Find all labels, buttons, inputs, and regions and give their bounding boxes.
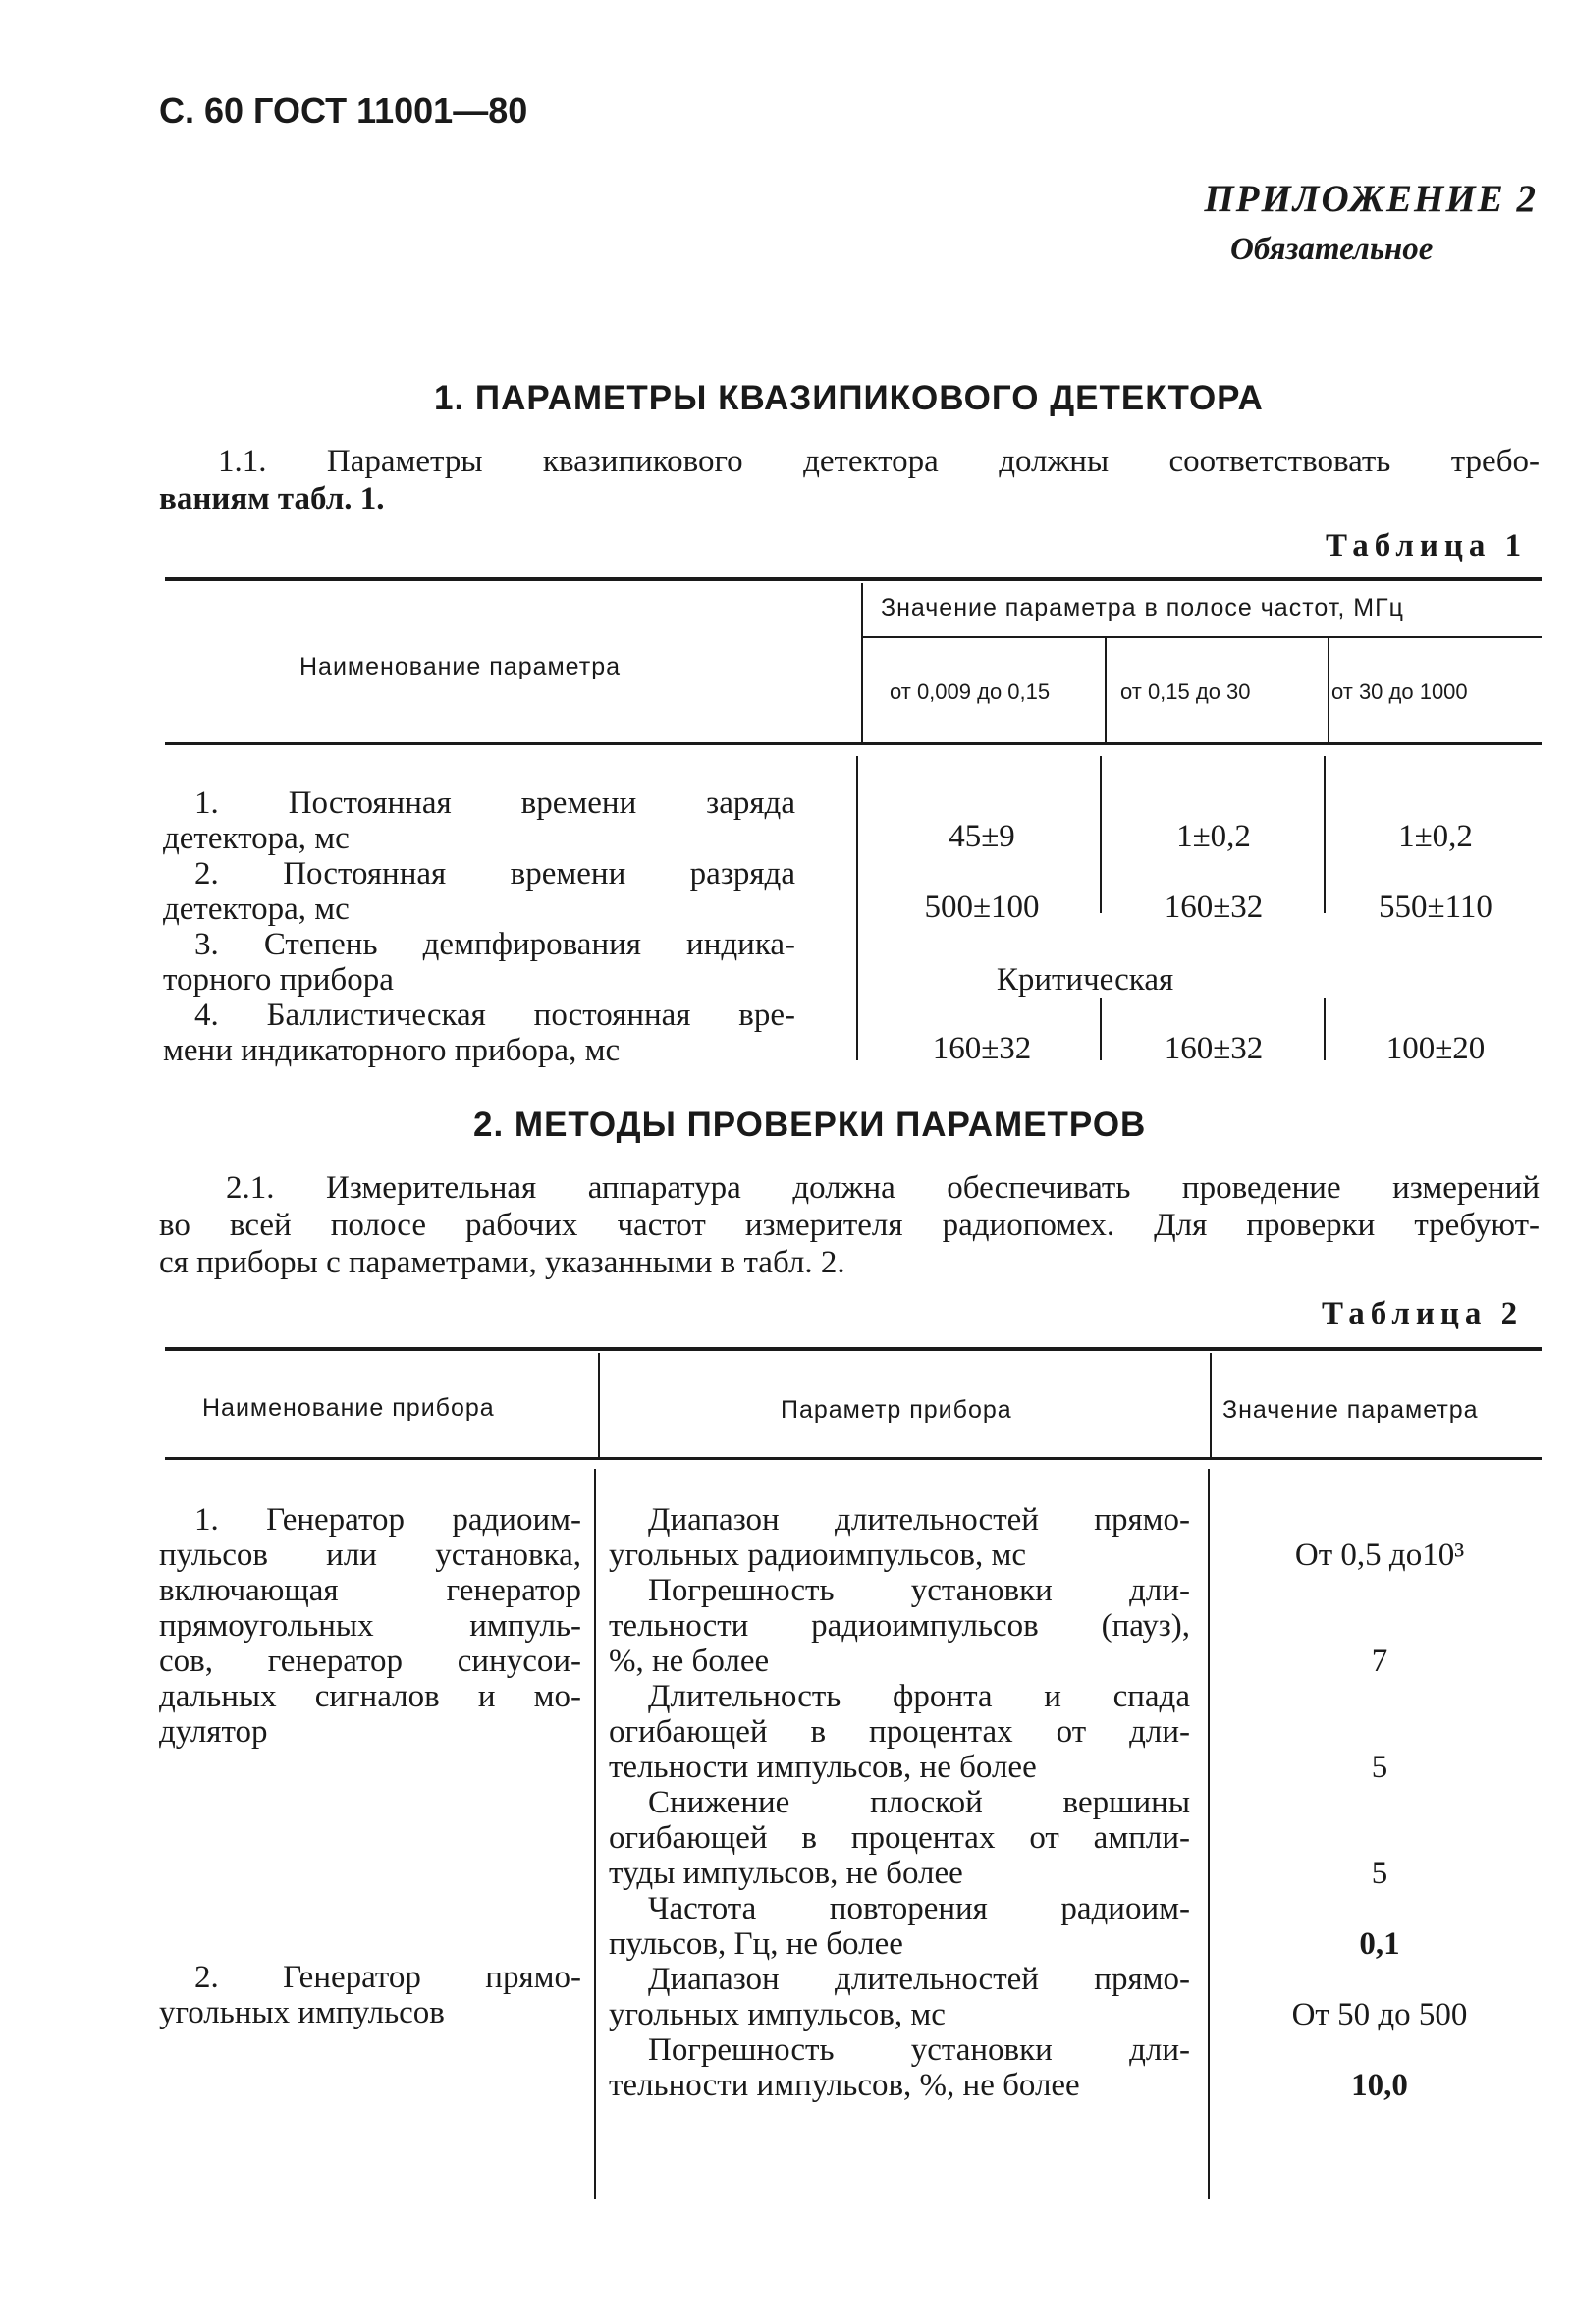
table2-param3-line2: огибающей в процентах от дли-: [609, 1714, 1190, 1750]
table1-row4-v1: 160±32: [932, 1031, 1032, 1066]
table1-row2-line1: 2. Постоянная времени разряда: [194, 856, 795, 892]
table1-row2-v3: 550±110: [1379, 890, 1492, 925]
table2-param5-line2: пульсов, Гц, не более: [609, 1926, 903, 1962]
table1-subcol-1: от 0,009 до 0,15: [890, 679, 1051, 704]
table2-param1-line1: Диапазон длительностей прямо-: [648, 1502, 1190, 1538]
table2-top-rule: [165, 1347, 1542, 1351]
table1-subcol-2: от 0,15 до 30: [1120, 679, 1251, 704]
table1-vline-header3: [1328, 638, 1329, 742]
table2-device1-line7: дулятор: [159, 1714, 268, 1750]
table2-param6-value: От 50 до 500: [1291, 1997, 1468, 2032]
table2-param5-value: 0,1: [1359, 1926, 1400, 1962]
table1-row2-v1: 500±100: [924, 890, 1040, 925]
table1-row3-line1: 3. Степень демпфирования индика-: [194, 927, 795, 962]
table2-param2-value: 7: [1371, 1644, 1388, 1679]
section1-title: 1. ПАРАМЕТРЫ КВАЗИПИКОВОГО ДЕТЕКТОРА: [434, 379, 1264, 417]
table1-body-vline2: [1100, 756, 1102, 913]
table2-vline-body1: [594, 1469, 596, 2199]
table2-vline-body2: [1208, 1469, 1210, 2199]
table1-vline-header: [861, 583, 863, 742]
table1-row4-line2: мени индикаторного прибора, мс: [163, 1033, 621, 1068]
table1-body-vline3: [1324, 756, 1326, 913]
table2-vline-header1: [598, 1353, 600, 1457]
table2-device1-line1: 1. Генератор радиоим-: [194, 1502, 581, 1538]
table2-device2-line2: угольных импульсов: [159, 1995, 445, 2030]
table1-row1-v1: 45±9: [949, 819, 1015, 854]
section2-para-line1: 2.1. Измерительная аппаратура должна обеспечивать проведение измерений: [226, 1170, 1540, 1206]
table2-col3: Значение параметра: [1222, 1396, 1479, 1424]
table1-subheader-rule: [862, 636, 1542, 638]
table1-body-vline4: [1100, 998, 1102, 1060]
table1-col-name: Наименование параметра: [299, 653, 622, 680]
table1-row1-line1: 1. Постоянная времени заряда: [194, 785, 795, 821]
table2-header-rule: [165, 1457, 1542, 1460]
table2-device1-line4: прямоугольных импуль-: [159, 1608, 581, 1644]
section2-para-line2: во всей полосе рабочих частот измерителя радиопомех. Для проверки требуют-: [159, 1208, 1540, 1243]
table1-top-rule: [165, 577, 1542, 581]
table1-subcol-3: от 30 до 1000: [1331, 679, 1468, 704]
page-reference: С. 60 ГОСТ 11001—80: [159, 90, 528, 131]
table2-param4-value: 5: [1371, 1856, 1388, 1891]
table2-param1-line2: угольных радиоимпульсов, мс: [609, 1538, 1027, 1573]
table1-row1-line2: детектора, мс: [163, 821, 350, 856]
table1-row1-v3: 1±0,2: [1398, 819, 1473, 854]
table1-body-vline1: [856, 756, 858, 1060]
table2-param4-line1: Снижение плоской вершины: [648, 1785, 1190, 1820]
section2-para-line3: ся приборы с параметрами, указанными в табл. 2.: [159, 1245, 845, 1280]
table1-header-rule: [165, 742, 1542, 745]
table2-param2-line3: %, не более: [609, 1644, 770, 1679]
table2-device1-line5: сов, генератор синусои-: [159, 1644, 581, 1679]
table2-device1-line2: пульсов или установка,: [159, 1538, 581, 1573]
table2-param2-line2: тельности радиоимпульсов (пауз),: [609, 1608, 1190, 1644]
table1-vline-header2: [1105, 638, 1107, 742]
section2-title: 2. МЕТОДЫ ПРОВЕРКИ ПАРАМЕТРОВ: [473, 1106, 1147, 1144]
appendix-status: Обязательное: [1230, 232, 1434, 267]
table2-param7-line2: тельности импульсов, %, не более: [609, 2068, 1080, 2103]
table2-param3-line3: тельности импульсов, не более: [609, 1750, 1037, 1785]
table1-body-vline5: [1324, 998, 1326, 1060]
table2-param6-line2: угольных импульсов, мс: [609, 1997, 946, 2032]
table2-col2: Параметр прибора: [781, 1396, 1012, 1424]
section1-para-line1: 1.1. Параметры квазипикового детектора должны соответствовать требо-: [218, 444, 1540, 479]
table1-col-group: Значение параметра в полосе частот, МГц: [881, 594, 1404, 622]
table1-caption: Таблица 1: [1326, 528, 1528, 564]
table1-row2-v2: 160±32: [1164, 890, 1264, 925]
table2-param1-value: От 0,5 до10³: [1294, 1538, 1465, 1573]
table2-param2-line1: Погрешность установки дли-: [648, 1573, 1190, 1608]
table2-param5-line1: Частота повторения радиоим-: [648, 1891, 1190, 1926]
section1-para-line2: ваниям табл. 1.: [159, 481, 385, 516]
appendix-title: ПРИЛОЖЕНИЕ 2: [1204, 178, 1538, 220]
table2-device1-line6: дальных сигналов и мо-: [159, 1679, 581, 1714]
table2-param6-line1: Диапазон длительностей прямо-: [648, 1962, 1190, 1997]
table1-row2-line2: детектора, мс: [163, 892, 350, 927]
table2-vline-header2: [1210, 1353, 1212, 1457]
table1-row4-line1: 4. Баллистическая постоянная вре-: [194, 998, 795, 1033]
table1-row1-v2: 1±0,2: [1176, 819, 1251, 854]
table2-param7-value: 10,0: [1351, 2068, 1408, 2103]
table2-device2-line1: 2. Генератор прямо-: [194, 1960, 581, 1995]
table2-param4-line3: туды импульсов, не более: [609, 1856, 963, 1891]
table2-param3-line1: Длительность фронта и спада: [648, 1679, 1190, 1714]
table2-param3-value: 5: [1371, 1750, 1388, 1785]
table2-param4-line2: огибающей в процентах от ампли-: [609, 1820, 1190, 1856]
table1-row4-v2: 160±32: [1164, 1031, 1264, 1066]
table2-col1: Наименование прибора: [202, 1394, 495, 1422]
table2-caption: Таблица 2: [1322, 1296, 1524, 1331]
table1-row4-v3: 100±20: [1385, 1031, 1486, 1066]
table1-row3-line2: торного прибора: [163, 962, 394, 998]
table2-device1-line3: включающая генератор: [159, 1573, 581, 1608]
table1-row3-merged: Критическая: [996, 962, 1174, 998]
table2-param7-line1: Погрешность установки дли-: [648, 2032, 1190, 2068]
